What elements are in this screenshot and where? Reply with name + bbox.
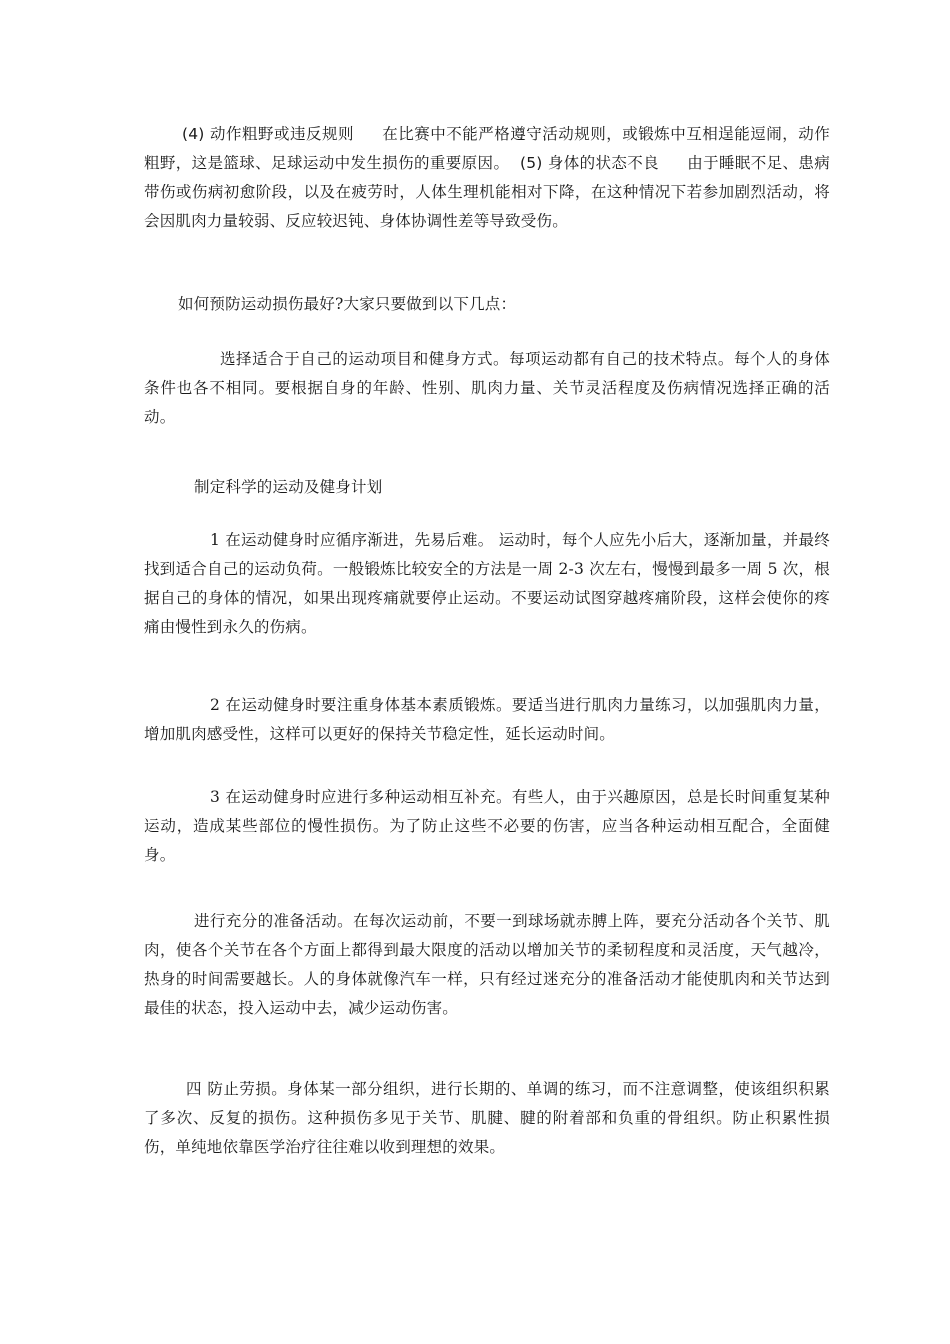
- text-poor-condition: 由于睡眠不足、患病带伤或伤病初愈阶段，以及在疲劳时，人体生理机能相对下降，在这种情况下若参加剧烈活动，将会因肌肉力量较弱、反应较迟钝、身体协调性差等导致受伤。: [144, 154, 830, 230]
- paragraph-plan-heading: 制定科学的运动及健身计划: [194, 478, 383, 496]
- paragraph-choose-sport: 选择适合于自己的运动项目和健身方式。每项运动都有自己的技术特点。每个人的身体条件也各不相同。要根据自身的年龄、性别、肌肉力量、关节灵活程度及伤病情况选择正确的活动。: [144, 350, 830, 426]
- heading-poor-condition: (5) 身体的状态不良: [519, 154, 660, 172]
- paragraph-point-3: 3 在运动健身时应进行多种运动相互补充。有些人，由于兴趣原因，总是长时间重复某种运动，造成某些部位的慢性损伤。为了防止这些不必要的伤害，应当各种运动相互配合，全面健身。: [144, 788, 830, 864]
- paragraph-warm-up: 进行充分的准备活动。在每次运动前，不要一到球场就赤膊上阵，要充分活动各个关节、肌肉，使各个关节在各个方面上都得到最大限度的活动以增加关节的柔韧程度和灵活度，天气越冷，热身的时间需要越长。人的身体就像汽车一样，只有经过迷充分的准备活动才能使肌肉和关节达到最佳的状态，投入运动中去，减少运动伤害。: [144, 912, 830, 1017]
- paragraph-point-2: 2 在运动健身时要注重身体基本素质锻炼。要适当进行肌肉力量练习，以加强肌肉力量，增加肌肉感受性，这样可以更好的保持关节稳定性，延长运动时间。: [144, 696, 830, 743]
- heading-rough-actions: (4) 动作粗野或违反规则: [182, 125, 354, 143]
- paragraph-point-1: 1 在运动健身时应循序渐进，先易后难。 运动时，每个人应先小后大，逐渐加量，并最终找到适合自己的运动负荷。一般锻炼比较安全的方法是一周 2-3 次左右，慢慢到最多一周 5 次，根据自己的身体的情况，如果出现疼痛就要停止运动。不要运动试图穿越疼痛阶段，这样会使你的疼痛由慢性到永久的伤病。: [144, 531, 830, 636]
- paragraph-prevention-intro: 如何预防运动损伤最好?大家只要做到以下几点：: [178, 295, 517, 313]
- paragraph-injury-causes: [144, 120, 830, 236]
- text-rough-actions: 在比赛中不能严格遵守活动规则，或锻炼中互相逞能逗闹，动作粗野，这是篮球、足球运动中发生损伤的重要原因。: [144, 125, 831, 172]
- paragraph-prevent-strain: 四 防止劳损。身体某一部分组织，进行长期的、单调的练习，而不注意调整，使该组织积累了多次、反复的损伤。这种损伤多见于关节、肌腱、腱的附着部和负重的骨组织。防止积累性损伤，单纯地依靠医学治疗往往难以收到理想的效果。: [144, 1080, 830, 1156]
